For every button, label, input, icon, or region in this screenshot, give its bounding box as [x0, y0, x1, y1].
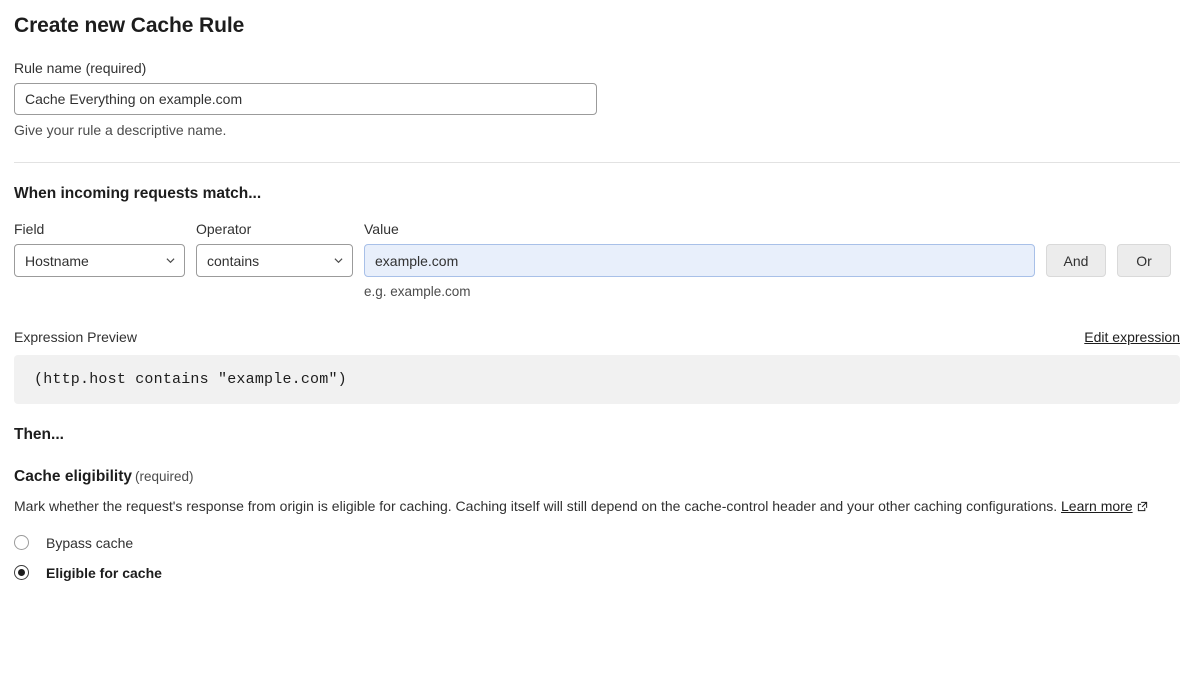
operator-column [196, 221, 353, 277]
value-column [364, 221, 1035, 299]
field-column [14, 221, 185, 277]
external-link-icon [1137, 497, 1148, 519]
edit-expression-link[interactable]: Edit expression [1084, 329, 1180, 345]
operator-label: Operator [196, 221, 252, 237]
radio-option-eligible-for-cache[interactable] [14, 565, 1180, 581]
or-button[interactable]: Or [1117, 244, 1171, 277]
cache-eligibility-description-text: Mark whether the request's response from origin is eligible for caching. Caching itself will still depend on the cache-control header and your other caching configurations. [14, 498, 1062, 514]
operator-select-value: contains [207, 252, 260, 269]
operator-select[interactable] [196, 244, 353, 277]
and-button[interactable]: And [1046, 244, 1106, 277]
cache-eligibility-heading [14, 468, 1180, 486]
cache-eligibility-required: (required) [135, 469, 194, 484]
learn-more-link[interactable]: Learn more [1061, 498, 1133, 514]
field-label: Field [14, 221, 45, 237]
radio-label: Bypass cache [46, 534, 134, 551]
operator-select-wrap [196, 244, 353, 277]
value-hint: e.g. example.com [364, 284, 471, 299]
match-section-heading: When incoming requests match... [14, 185, 262, 202]
or-button-column [1117, 221, 1171, 277]
match-row [14, 221, 1180, 299]
and-button-column [1046, 221, 1106, 277]
field-select[interactable] [14, 244, 185, 277]
radio-icon [14, 535, 29, 550]
radio-label: Eligible for cache [46, 564, 162, 581]
expression-preview-header [14, 329, 1180, 345]
section-divider [14, 162, 1180, 163]
and-spacer [1046, 221, 1106, 237]
then-section-heading: Then... [14, 426, 64, 443]
radio-option-bypass-cache[interactable] [14, 535, 1180, 551]
or-spacer [1117, 221, 1171, 237]
field-select-wrap [14, 244, 185, 277]
rule-name-label: Rule name (required) [14, 60, 147, 76]
rule-name-input[interactable] [14, 83, 597, 115]
cache-eligibility-description [14, 496, 1180, 519]
value-label: Value [364, 221, 399, 237]
expression-preview-label: Expression Preview [14, 329, 137, 345]
value-input[interactable] [364, 244, 1035, 277]
field-select-value: Hostname [25, 252, 89, 269]
radio-icon [14, 565, 29, 580]
expression-preview-text: (http.host contains "example.com") [14, 355, 1180, 404]
cache-eligibility-title: Cache eligibility [14, 468, 133, 485]
page-title: Create new Cache Rule [14, 14, 245, 37]
rule-name-helper: Give your rule a descriptive name. [14, 122, 227, 138]
rule-name-group [14, 60, 1180, 138]
